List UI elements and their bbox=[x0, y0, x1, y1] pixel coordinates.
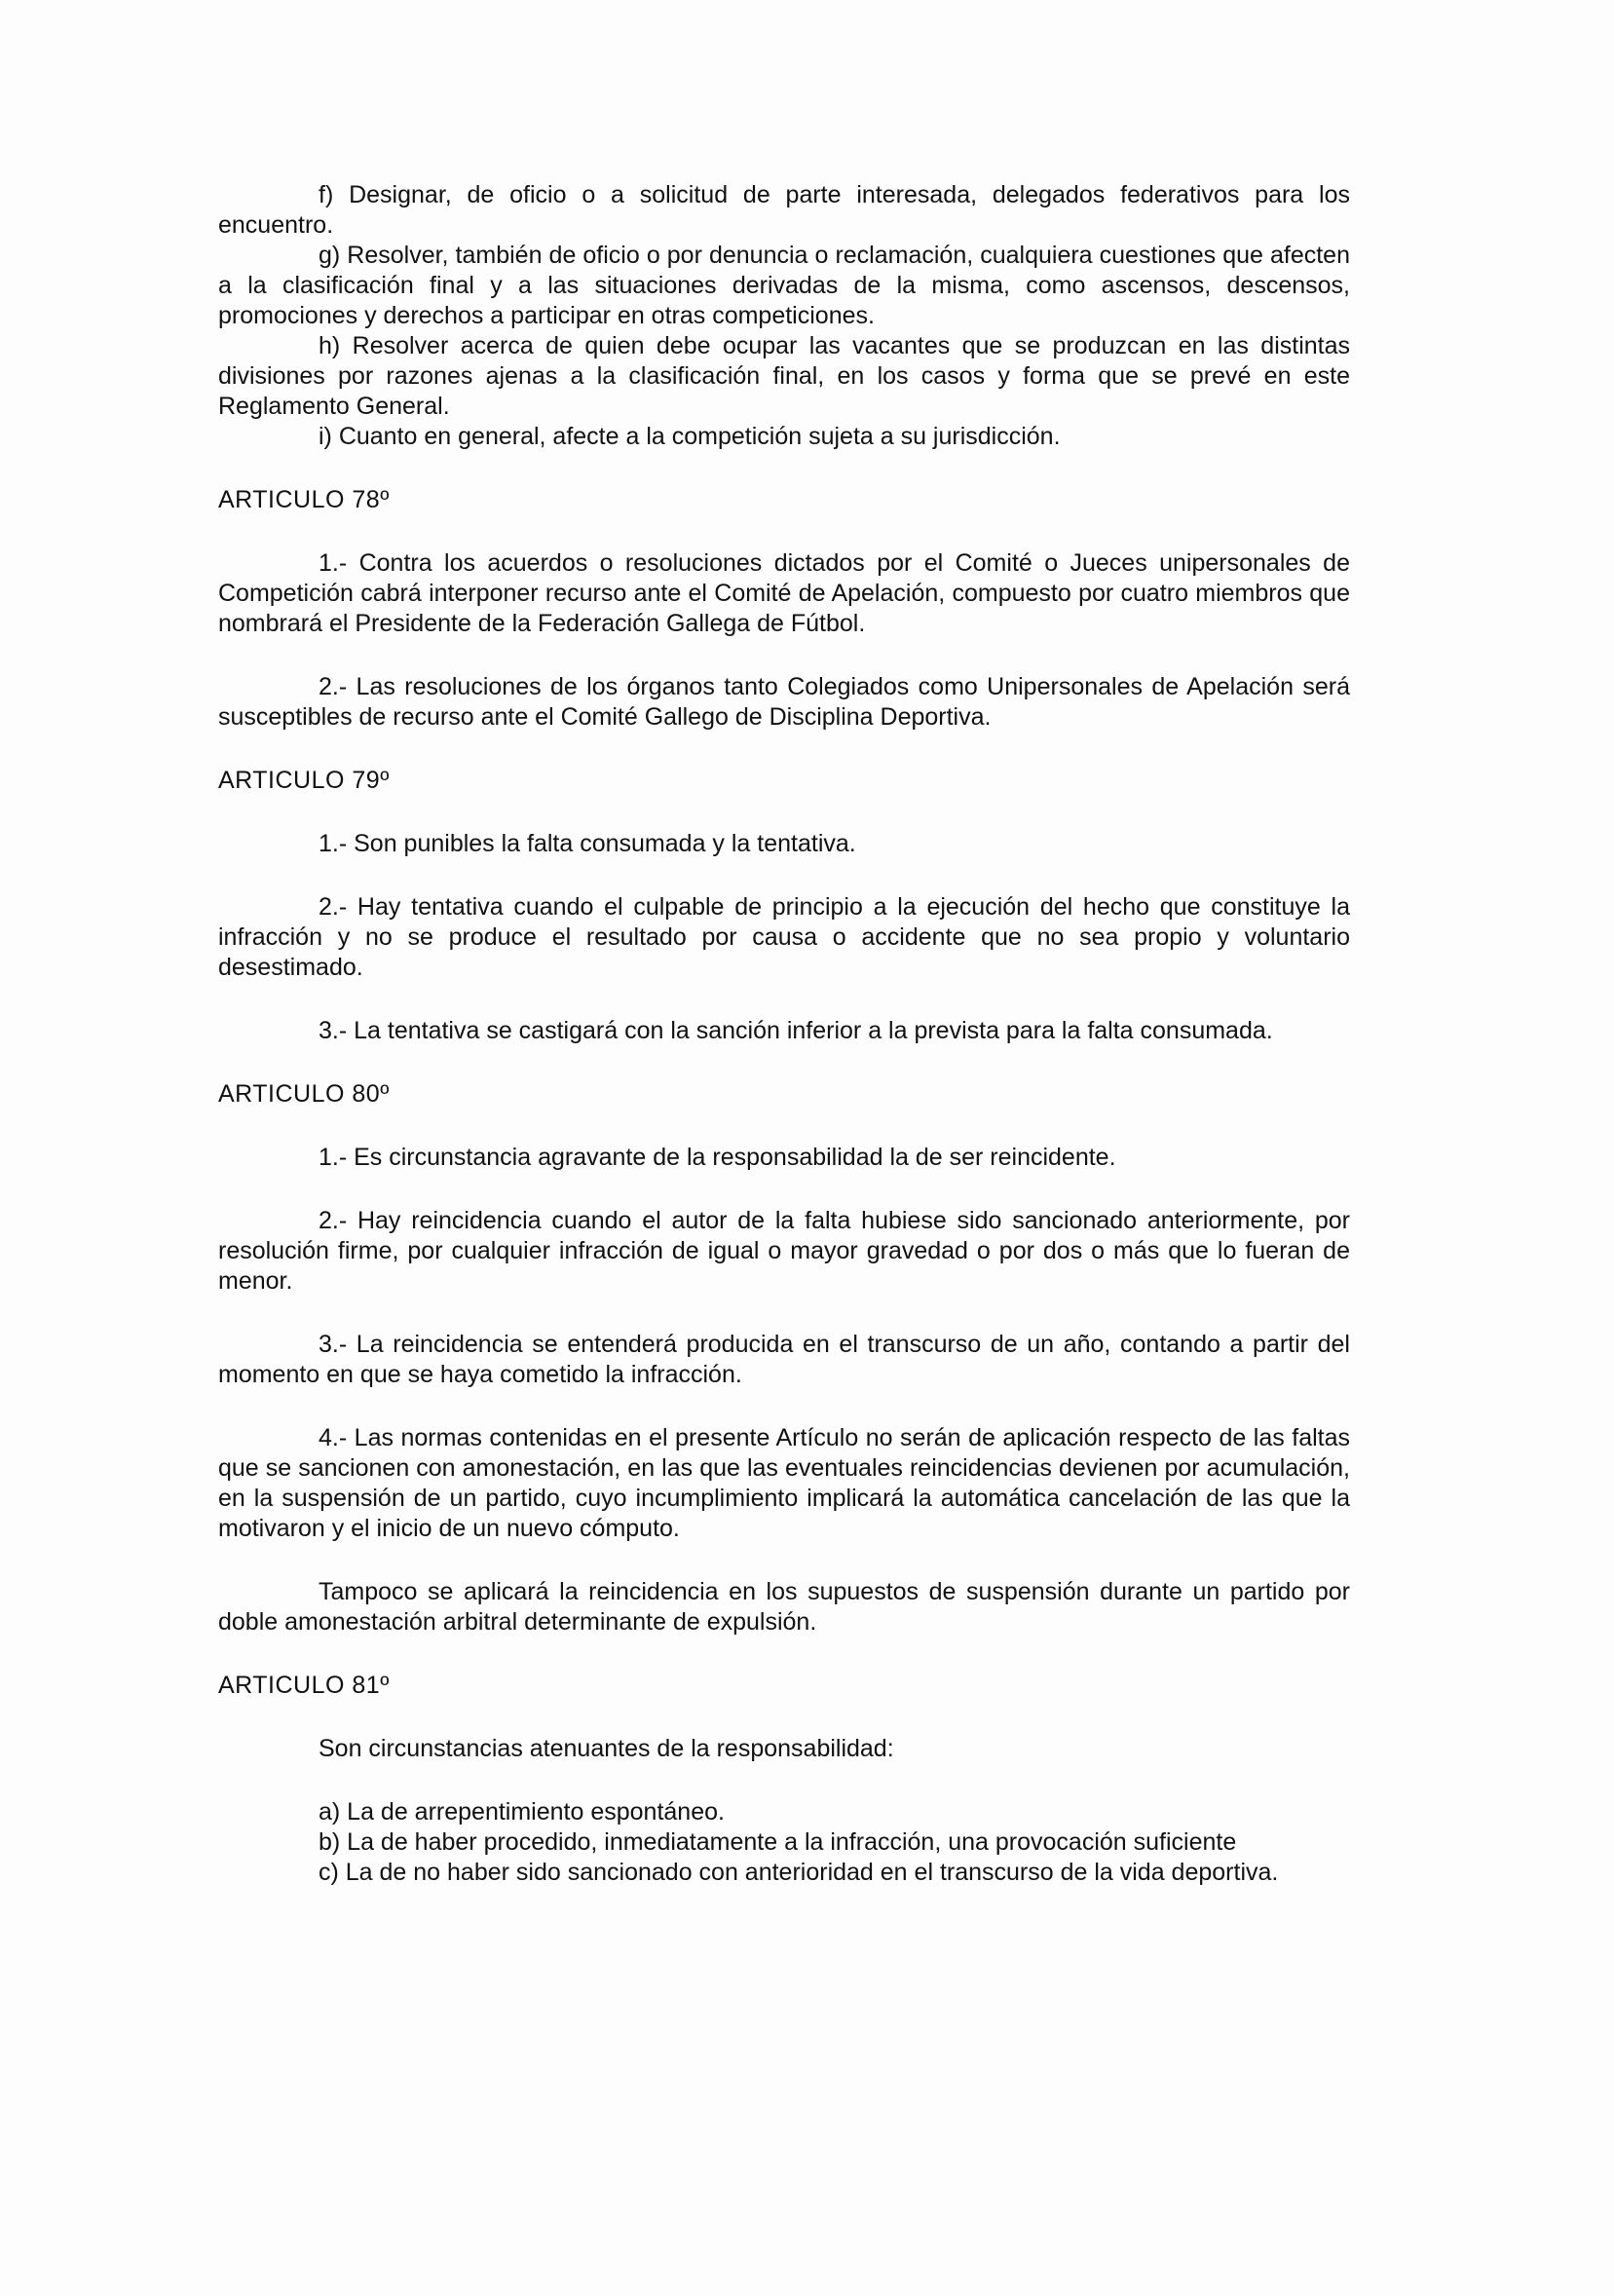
article-81-heading: ARTICULO 81º bbox=[218, 1672, 390, 1699]
item-i: i) Cuanto en general, afecte a la competición sujeta a su jurisdicción. bbox=[319, 423, 1061, 450]
article-79-paragraph-1: 1.- Son punibles la falta consumada y la tentativa. bbox=[319, 830, 856, 857]
item-h: h) Resolver acerca de quien debe ocupar las vacantes que se produzcan en las distintas divisiones por razones ajenas a la clasificación final, en los casos y forma que se prevé en este Reglamento General. bbox=[218, 332, 1350, 420]
article-80-paragraph-3: 3.- La reincidencia se entenderá producida en el transcurso de un año, contando a partir del momento en que se haya cometido la infracción. bbox=[218, 1331, 1350, 1388]
article-81-item-a: a) La de arrepentimiento espontáneo. bbox=[319, 1798, 725, 1826]
article-79-heading: ARTICULO 79º bbox=[218, 767, 390, 794]
item-f: f) Designar, de oficio o a solicitud de parte interesada, delegados federativos para los encuentro. bbox=[218, 181, 1350, 239]
article-79-paragraph-3: 3.- La tentativa se castigará con la sanción inferior a la prevista para la falta consumada. bbox=[319, 1017, 1273, 1044]
article-80-heading: ARTICULO 80º bbox=[218, 1080, 390, 1108]
article-80-paragraph-4: 4.- Las normas contenidas en el presente Artículo no serán de aplicación respecto de las faltas que se sancionen con amonestación, en las que las eventuales reincidencias devienen por acumulación, en la suspensión de un partido, cuyo incumplimiento implicará la automática cancelación de las que la motivaron y el inicio de un nuevo cómputo. bbox=[218, 1424, 1350, 1542]
article-80-paragraph-2: 2.- Hay reincidencia cuando el autor de la falta hubiese sido sancionado anteriormente, por resolución firme, por cualquier infracción de igual o mayor gravedad o por dos o más que lo fueran de menor. bbox=[218, 1207, 1350, 1295]
article-78-heading: ARTICULO 78º bbox=[218, 486, 390, 513]
article-79-paragraph-2: 2.- Hay tentativa cuando el culpable de principio a la ejecución del hecho que constituye la infracción y no se produce el resultado por causa o accidente que no sea propio y voluntario desestimado. bbox=[218, 893, 1350, 981]
article-81-item-b: b) La de haber procedido, inmediatamente a la infracción, una provocación suficiente bbox=[319, 1828, 1237, 1856]
article-80-paragraph-5: Tampoco se aplicará la reincidencia en los supuestos de suspensión durante un partido por doble amonestación arbitral determinante de expulsión. bbox=[218, 1578, 1350, 1636]
article-78-paragraph-2: 2.- Las resoluciones de los órganos tanto Colegiados como Unipersonales de Apelación será susceptibles de recurso ante el Comité Gallego de Disciplina Deportiva. bbox=[218, 673, 1350, 731]
article-78-paragraph-1: 1.- Contra los acuerdos o resoluciones dictados por el Comité o Jueces unipersonales de Competición cabrá interponer recurso ante el Comité de Apelación, compuesto por cuatro miembros que nombrará el Presidente de la Federación Gallega de Fútbol. bbox=[218, 549, 1350, 637]
article-80-paragraph-1: 1.- Es circunstancia agravante de la responsabilidad la de ser reincidente. bbox=[319, 1144, 1116, 1171]
item-g: g) Resolver, también de oficio o por denuncia o reclamación, cualquiera cuestiones que afecten a la clasificación final y a las situaciones derivadas de la misma, como ascensos, descensos, promociones y derechos a participar en otras competiciones. bbox=[218, 242, 1350, 329]
article-81-item-c: c) La de no haber sido sancionado con anterioridad en el transcurso de la vida deportiva. bbox=[319, 1859, 1279, 1886]
article-81-intro: Son circunstancias atenuantes de la responsabilidad: bbox=[319, 1735, 894, 1762]
document-body bbox=[218, 180, 1350, 1888]
